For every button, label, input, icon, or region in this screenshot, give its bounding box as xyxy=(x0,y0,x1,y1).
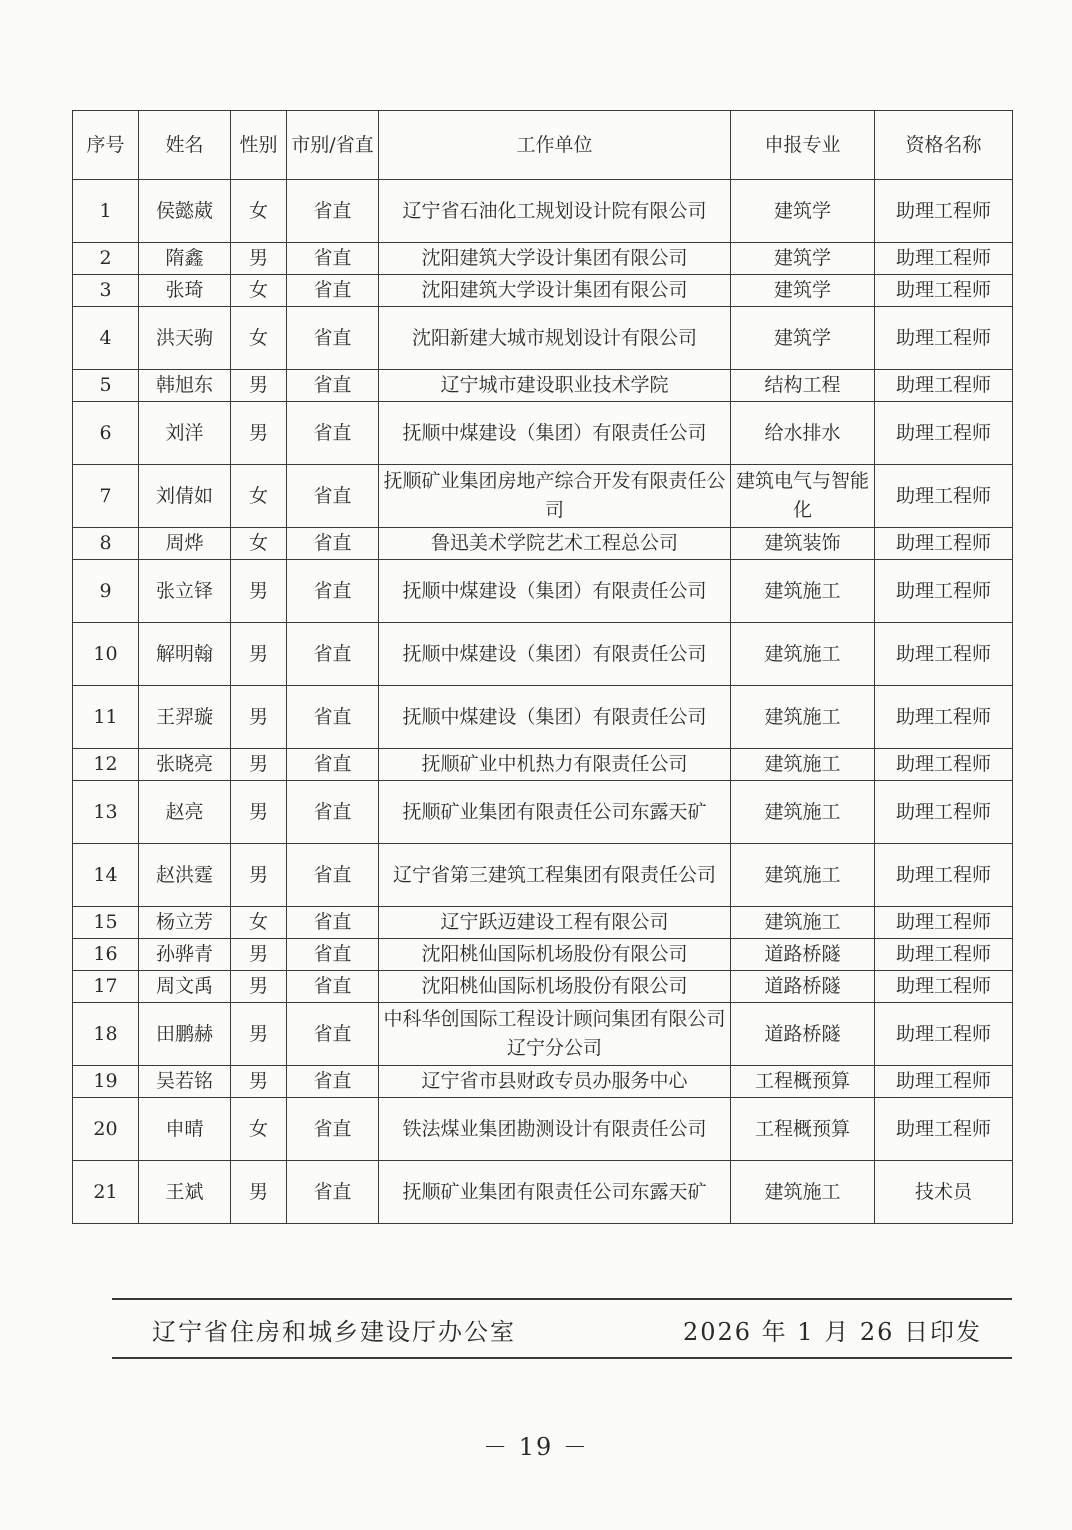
cell-gender: 男 xyxy=(231,1003,287,1066)
cell-unit: 辽宁省第三建筑工程集团有限责任公司 xyxy=(379,844,731,907)
cell-specialty: 建筑施工 xyxy=(731,907,875,939)
cell-city: 省直 xyxy=(287,971,379,1003)
cell-city: 省直 xyxy=(287,623,379,686)
cell-city: 省直 xyxy=(287,1161,379,1224)
cell-qualification: 助理工程师 xyxy=(875,781,1013,844)
cell-qualification: 助理工程师 xyxy=(875,402,1013,465)
cell-unit: 抚顺中煤建设（集团）有限责任公司 xyxy=(379,623,731,686)
cell-unit: 中科华创国际工程设计顾问集团有限公司辽宁分公司 xyxy=(379,1003,731,1066)
cell-gender: 女 xyxy=(231,465,287,528)
cell-gender: 女 xyxy=(231,528,287,560)
cell-specialty: 建筑施工 xyxy=(731,1161,875,1224)
cell-specialty: 建筑施工 xyxy=(731,749,875,781)
table-row xyxy=(73,623,1013,686)
cell-gender: 男 xyxy=(231,749,287,781)
cell-name: 张立铎 xyxy=(139,560,231,623)
cell-qualification: 助理工程师 xyxy=(875,180,1013,243)
cell-qualification: 助理工程师 xyxy=(875,939,1013,971)
table-row xyxy=(73,370,1013,402)
cell-name: 周文禹 xyxy=(139,971,231,1003)
cell-specialty: 建筑学 xyxy=(731,307,875,370)
cell-name: 洪天驹 xyxy=(139,307,231,370)
cell-city: 省直 xyxy=(287,370,379,402)
cell-unit: 铁法煤业集团勘测设计有限责任公司 xyxy=(379,1098,731,1161)
cell-unit: 抚顺矿业集团房地产综合开发有限责任公司 xyxy=(379,465,731,528)
page-number: － 19 － xyxy=(483,1433,589,1461)
cell-name: 吴若铭 xyxy=(139,1066,231,1098)
cell-qualification: 技术员 xyxy=(875,1161,1013,1224)
cell-seq: 5 xyxy=(73,370,139,402)
cell-specialty: 道路桥隧 xyxy=(731,1003,875,1066)
cell-unit: 抚顺矿业集团有限责任公司东露天矿 xyxy=(379,781,731,844)
table-row xyxy=(73,749,1013,781)
cell-unit: 沈阳新建大城市规划设计有限公司 xyxy=(379,307,731,370)
cell-name: 赵洪霆 xyxy=(139,844,231,907)
table-row xyxy=(73,180,1013,243)
cell-city: 省直 xyxy=(287,560,379,623)
cell-gender: 女 xyxy=(231,307,287,370)
table-row xyxy=(73,560,1013,623)
cell-gender: 女 xyxy=(231,1098,287,1161)
cell-qualification: 助理工程师 xyxy=(875,907,1013,939)
cell-name: 韩旭东 xyxy=(139,370,231,402)
cell-city: 省直 xyxy=(287,402,379,465)
cell-seq: 13 xyxy=(73,781,139,844)
cell-qualification: 助理工程师 xyxy=(875,1066,1013,1098)
cell-specialty: 工程概预算 xyxy=(731,1066,875,1098)
cell-gender: 男 xyxy=(231,623,287,686)
cell-seq: 19 xyxy=(73,1066,139,1098)
cell-gender: 男 xyxy=(231,370,287,402)
cell-unit: 辽宁跃迈建设工程有限公司 xyxy=(379,907,731,939)
cell-seq: 2 xyxy=(73,243,139,275)
cell-city: 省直 xyxy=(287,907,379,939)
cell-city: 省直 xyxy=(287,1066,379,1098)
cell-specialty: 建筑装饰 xyxy=(731,528,875,560)
cell-specialty: 道路桥隧 xyxy=(731,971,875,1003)
header-seq: 序号 xyxy=(73,111,139,180)
cell-gender: 女 xyxy=(231,180,287,243)
table-row xyxy=(73,1098,1013,1161)
cell-name: 杨立芳 xyxy=(139,907,231,939)
cell-qualification: 助理工程师 xyxy=(875,1098,1013,1161)
cell-specialty: 给水排水 xyxy=(731,402,875,465)
cell-city: 省直 xyxy=(287,243,379,275)
cell-gender: 男 xyxy=(231,781,287,844)
table-row xyxy=(73,243,1013,275)
cell-name: 刘倩如 xyxy=(139,465,231,528)
cell-city: 省直 xyxy=(287,275,379,307)
cell-qualification: 助理工程师 xyxy=(875,749,1013,781)
cell-unit: 抚顺中煤建设（集团）有限责任公司 xyxy=(379,402,731,465)
cell-unit: 沈阳桃仙国际机场股份有限公司 xyxy=(379,939,731,971)
cell-seq: 16 xyxy=(73,939,139,971)
cell-city: 省直 xyxy=(287,1003,379,1066)
cell-specialty: 建筑施工 xyxy=(731,560,875,623)
cell-qualification: 助理工程师 xyxy=(875,971,1013,1003)
issuer-line xyxy=(152,1312,982,1347)
cell-seq: 4 xyxy=(73,307,139,370)
cell-unit: 沈阳建筑大学设计集团有限公司 xyxy=(379,243,731,275)
cell-seq: 12 xyxy=(73,749,139,781)
cell-gender: 男 xyxy=(231,686,287,749)
cell-gender: 女 xyxy=(231,907,287,939)
cell-specialty: 建筑施工 xyxy=(731,623,875,686)
cell-specialty: 建筑学 xyxy=(731,243,875,275)
cell-name: 田鹏赫 xyxy=(139,1003,231,1066)
issuing-office: 辽宁省住房和城乡建设厅办公室 xyxy=(152,1318,516,1346)
cell-city: 省直 xyxy=(287,180,379,243)
cell-seq: 1 xyxy=(73,180,139,243)
cell-unit: 鲁迅美术学院艺术工程总公司 xyxy=(379,528,731,560)
cell-city: 省直 xyxy=(287,781,379,844)
cell-name: 周烨 xyxy=(139,528,231,560)
cell-gender: 男 xyxy=(231,560,287,623)
cell-name: 孙骅青 xyxy=(139,939,231,971)
cell-gender: 男 xyxy=(231,939,287,971)
cell-seq: 17 xyxy=(73,971,139,1003)
cell-gender: 男 xyxy=(231,1161,287,1224)
cell-seq: 21 xyxy=(73,1161,139,1224)
header-qualification: 资格名称 xyxy=(875,111,1013,180)
header-gender: 性别 xyxy=(231,111,287,180)
cell-specialty: 建筑施工 xyxy=(731,781,875,844)
cell-gender: 男 xyxy=(231,243,287,275)
cell-city: 省直 xyxy=(287,465,379,528)
cell-name: 侯懿葳 xyxy=(139,180,231,243)
cell-specialty: 建筑施工 xyxy=(731,844,875,907)
table-row xyxy=(73,402,1013,465)
cell-seq: 18 xyxy=(73,1003,139,1066)
cell-city: 省直 xyxy=(287,939,379,971)
table-header-row xyxy=(73,111,1013,180)
cell-seq: 7 xyxy=(73,465,139,528)
cell-seq: 20 xyxy=(73,1098,139,1161)
cell-specialty: 建筑学 xyxy=(731,180,875,243)
cell-seq: 3 xyxy=(73,275,139,307)
table-row xyxy=(73,686,1013,749)
table-row xyxy=(73,907,1013,939)
cell-city: 省直 xyxy=(287,1098,379,1161)
cell-gender: 女 xyxy=(231,275,287,307)
cell-name: 张琦 xyxy=(139,275,231,307)
cell-city: 省直 xyxy=(287,844,379,907)
table-row xyxy=(73,1003,1013,1066)
cell-specialty: 建筑学 xyxy=(731,275,875,307)
cell-qualification: 助理工程师 xyxy=(875,623,1013,686)
cell-unit: 沈阳建筑大学设计集团有限公司 xyxy=(379,275,731,307)
table-row xyxy=(73,844,1013,907)
cell-qualification: 助理工程师 xyxy=(875,275,1013,307)
cell-specialty: 道路桥隧 xyxy=(731,939,875,971)
issue-date: 2026 年 1 月 26 日印发 xyxy=(682,1318,982,1346)
cell-seq: 14 xyxy=(73,844,139,907)
roster-body xyxy=(73,180,1013,1224)
table-row xyxy=(73,465,1013,528)
cell-qualification: 助理工程师 xyxy=(875,465,1013,528)
cell-unit: 抚顺矿业集团有限责任公司东露天矿 xyxy=(379,1161,731,1224)
cell-unit: 辽宁省石油化工规划设计院有限公司 xyxy=(379,180,731,243)
cell-gender: 男 xyxy=(231,1066,287,1098)
cell-seq: 15 xyxy=(73,907,139,939)
cell-name: 刘洋 xyxy=(139,402,231,465)
cell-seq: 10 xyxy=(73,623,139,686)
cell-qualification: 助理工程师 xyxy=(875,307,1013,370)
cell-qualification: 助理工程师 xyxy=(875,243,1013,275)
header-specialty: 申报专业 xyxy=(731,111,875,180)
cell-unit: 抚顺中煤建设（集团）有限责任公司 xyxy=(379,560,731,623)
cell-unit: 沈阳桃仙国际机场股份有限公司 xyxy=(379,971,731,1003)
cell-specialty: 建筑电气与智能化 xyxy=(731,465,875,528)
footer-bottom-rule xyxy=(112,1357,1012,1359)
cell-city: 省直 xyxy=(287,749,379,781)
cell-seq: 9 xyxy=(73,560,139,623)
cell-seq: 8 xyxy=(73,528,139,560)
cell-specialty: 结构工程 xyxy=(731,370,875,402)
cell-qualification: 助理工程师 xyxy=(875,370,1013,402)
table-row xyxy=(73,275,1013,307)
cell-qualification: 助理工程师 xyxy=(875,1003,1013,1066)
cell-gender: 男 xyxy=(231,402,287,465)
table-row xyxy=(73,1066,1013,1098)
cell-name: 王羿璇 xyxy=(139,686,231,749)
cell-seq: 11 xyxy=(73,686,139,749)
cell-gender: 男 xyxy=(231,844,287,907)
cell-unit: 辽宁省市县财政专员办服务中心 xyxy=(379,1066,731,1098)
header-name: 姓名 xyxy=(139,111,231,180)
cell-unit: 辽宁城市建设职业技术学院 xyxy=(379,370,731,402)
cell-city: 省直 xyxy=(287,686,379,749)
header-city: 市别/省直 xyxy=(287,111,379,180)
cell-name: 王斌 xyxy=(139,1161,231,1224)
cell-seq: 6 xyxy=(73,402,139,465)
cell-gender: 男 xyxy=(231,971,287,1003)
cell-qualification: 助理工程师 xyxy=(875,686,1013,749)
cell-qualification: 助理工程师 xyxy=(875,844,1013,907)
table-row xyxy=(73,1161,1013,1224)
cell-city: 省直 xyxy=(287,528,379,560)
cell-name: 申晴 xyxy=(139,1098,231,1161)
cell-name: 赵亮 xyxy=(139,781,231,844)
cell-name: 张晓亮 xyxy=(139,749,231,781)
table-row xyxy=(73,307,1013,370)
header-unit: 工作单位 xyxy=(379,111,731,180)
footer-top-rule xyxy=(112,1298,1012,1300)
cell-specialty: 建筑施工 xyxy=(731,686,875,749)
cell-qualification: 助理工程师 xyxy=(875,528,1013,560)
table-row xyxy=(73,939,1013,971)
table-row xyxy=(73,528,1013,560)
cell-qualification: 助理工程师 xyxy=(875,560,1013,623)
table-row xyxy=(73,971,1013,1003)
cell-specialty: 工程概预算 xyxy=(731,1098,875,1161)
cell-name: 解明翰 xyxy=(139,623,231,686)
cell-city: 省直 xyxy=(287,307,379,370)
cell-unit: 抚顺矿业中机热力有限责任公司 xyxy=(379,749,731,781)
cell-unit: 抚顺中煤建设（集团）有限责任公司 xyxy=(379,686,731,749)
table-row xyxy=(73,781,1013,844)
roster-table xyxy=(72,110,1013,1224)
cell-name: 隋鑫 xyxy=(139,243,231,275)
